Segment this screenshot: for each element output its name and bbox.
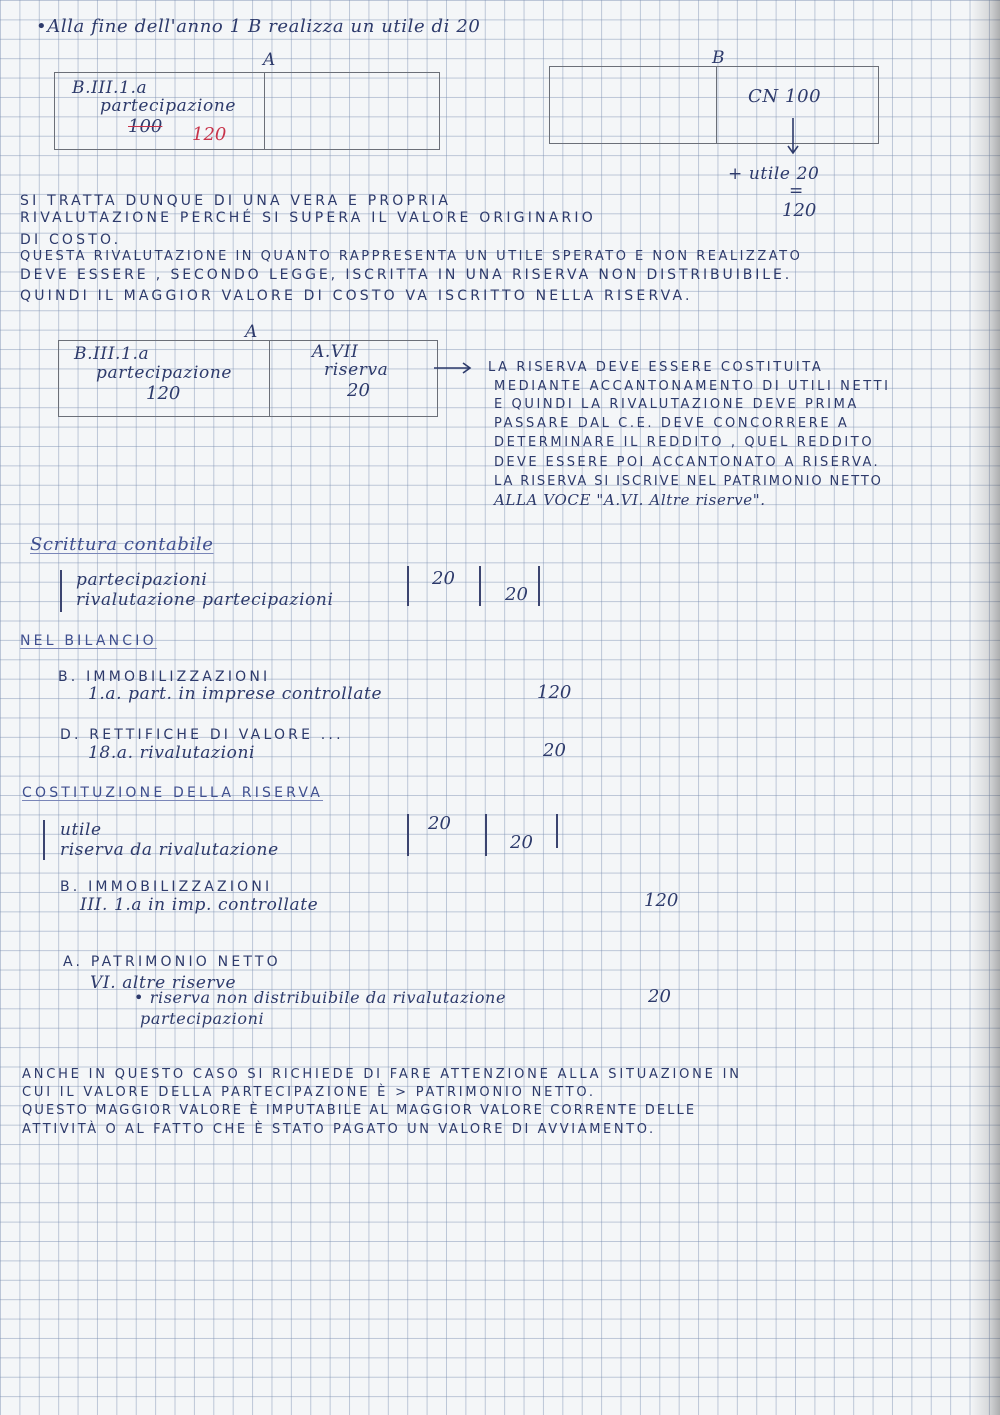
note-line-8: ALLA VOCE "A.VI. Altre riserve". — [494, 491, 766, 509]
sheet-a-new-value: 120 — [192, 124, 227, 145]
scrittura-credit: 20 — [505, 584, 528, 605]
sheet-b-divider — [716, 66, 717, 144]
scrittura-left-bar — [60, 570, 62, 612]
costituzione-left-bar — [43, 820, 45, 860]
conclusion-line-2: CUI IL VALORE DELLA PARTECIPAZIONE È > PATRIMONIO NETTO. — [22, 1085, 596, 1100]
scrittura-bar-1 — [407, 566, 409, 606]
sheet-b-total: 120 — [782, 200, 817, 221]
costituzione-debit-account: utile — [60, 820, 102, 840]
arrow-right-icon — [432, 360, 474, 376]
bilancio-section-b: B. IMMOBILIZZAZIONI — [58, 669, 271, 685]
scrittura-debit: 20 — [432, 568, 455, 589]
scrittura-debit-account: partecipazioni — [76, 570, 208, 590]
conclusion-line-4: ATTIVITÀ O AL FATTO CHE È STATO PAGATO UN VALORE DI AVVIAMENTO. — [22, 1122, 656, 1137]
bilancio-line-d: 18.a. rivalutazioni — [88, 743, 256, 763]
sheet-a2-right-account: A.VII — [312, 342, 359, 362]
costituzione-bar-1 — [407, 814, 409, 856]
conclusion-line-1: ANCHE IN QUESTO CASO SI RICHIEDE DI FARE ATTENZIONE ALLA SITUAZIONE IN — [22, 1067, 742, 1082]
sheet-a-old-value: 100 — [128, 116, 163, 137]
costituzione-bar-2 — [485, 814, 487, 856]
costituzione-credit-account: riserva da rivalutazione — [60, 840, 279, 860]
note-line-3: E QUINDI LA RIVALUTAZIONE DEVE PRIMA — [494, 397, 859, 412]
sheet-a2-divider — [269, 340, 270, 417]
note-line-2: MEDIANTE ACCANTONAMENTO DI UTILI NETTI — [494, 379, 891, 394]
sheet-b-plus-utile: + utile 20 — [728, 164, 820, 184]
costituzione-line-b: III. 1.a in imp. controllate — [80, 895, 319, 915]
para1-line-6: QUINDI IL MAGGIOR VALORE DI COSTO VA ISCRITTO NELLA RISERVA. — [20, 288, 693, 304]
para1-line-4: QUESTA RIVALUTAZIONE IN QUANTO RAPPRESENTA UN UTILE SPERATO E NON REALIZZATO — [20, 249, 803, 264]
note-line-7: LA RISERVA SI ISCRIVE NEL PATRIMONIO NETTO — [494, 474, 883, 489]
costituzione-bullet-line-1: • riserva non distribuibile da rivalutazione — [134, 988, 507, 1007]
note-line-1: LA RISERVA DEVE ESSERE COSTITUITA — [488, 360, 824, 375]
sheet-a-label: A — [263, 50, 276, 70]
sheet-a2-left-value: 120 — [146, 383, 181, 404]
sheet-b-cn: CN 100 — [748, 86, 822, 107]
costituzione-bullet-line-2: partecipazioni — [140, 1009, 265, 1028]
conclusion-line-3: QUESTO MAGGIOR VALORE È IMPUTABILE AL MAGGIOR VALORE CORRENTE DELLE — [22, 1103, 697, 1118]
scrittura-bar-3 — [538, 566, 540, 606]
sheet-a2-label: A — [245, 322, 258, 342]
scrittura-title: Scrittura contabile — [30, 534, 214, 555]
para1-line-3: DI COSTO. — [20, 232, 122, 248]
note-line-5: DETERMINARE IL REDDITO , QUEL REDDITO — [494, 435, 875, 450]
sheet-a-divider — [264, 72, 265, 150]
costituzione-value-a: 20 — [648, 986, 671, 1007]
costituzione-value-b: 120 — [644, 890, 679, 911]
sheet-a-account: B.III.1.a — [72, 78, 148, 98]
note-line-4: PASSARE DAL C.E. DEVE CONCORRERE A — [494, 416, 850, 431]
para1-line-2: RIVALUTAZIONE PERCHÉ SI SUPERA IL VALORE ORIGINARIO — [20, 210, 596, 226]
costituzione-section-b: B. IMMOBILIZZAZIONI — [60, 879, 273, 895]
sheet-a-item: partecipazione — [100, 96, 237, 116]
sheet-a2-right-value: 20 — [347, 380, 370, 401]
costituzione-title: COSTITUZIONE DELLA RISERVA — [22, 785, 324, 801]
bilancio-title: NEL BILANCIO — [20, 633, 157, 649]
sheet-a2-right-item: riserva — [324, 360, 389, 380]
page-edge-shadow — [970, 0, 1000, 1415]
bilancio-line-b: 1.a. part. in imprese controllate — [88, 684, 383, 704]
intro-line: •Alla fine dell'anno 1 B realizza un utile di 20 — [36, 16, 481, 37]
sheet-a2-left-item: partecipazione — [96, 363, 233, 383]
para1-line-5: DEVE ESSERE , SECONDO LEGGE, ISCRITTA IN UNA RISERVA NON DISTRIBUIBILE. — [20, 267, 793, 283]
bilancio-value-b: 120 — [537, 682, 572, 703]
para1-line-1: SI TRATTA DUNQUE DI UNA VERA E PROPRIA — [20, 193, 452, 209]
scrittura-bar-2 — [479, 566, 481, 606]
bilancio-value-d: 20 — [543, 740, 566, 761]
sheet-b-equals: = — [789, 181, 804, 201]
sheet-a2-left-account: B.III.1.a — [74, 344, 150, 364]
sheet-b-label: B — [712, 48, 726, 68]
sheet-b-box — [549, 66, 879, 144]
arrow-down-icon — [785, 116, 801, 158]
bilancio-section-d: D. RETTIFICHE DI VALORE ... — [60, 727, 344, 743]
scrittura-credit-account: rivalutazione partecipazioni — [76, 590, 334, 610]
note-line-6: DEVE ESSERE POI ACCANTONATO A RISERVA. — [494, 455, 881, 470]
costituzione-section-a: A. PATRIMONIO NETTO — [63, 954, 281, 970]
costituzione-debit: 20 — [428, 813, 451, 834]
costituzione-bar-3 — [556, 814, 558, 848]
costituzione-credit: 20 — [510, 832, 533, 853]
costituzione-line-a: VI. altre riserve — [90, 973, 237, 993]
